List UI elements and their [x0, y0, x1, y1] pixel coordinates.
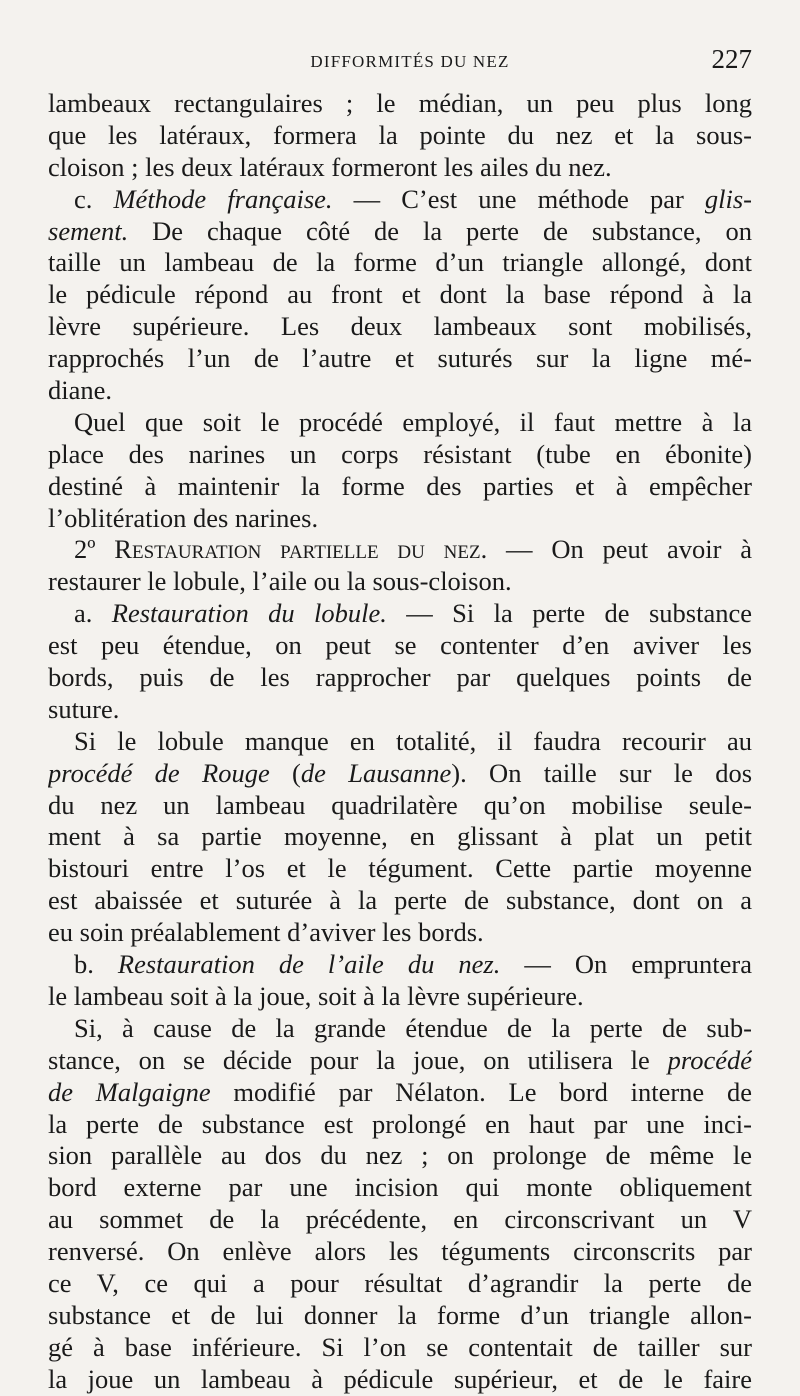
- text-segment: Si le lobule manque en totalité, il faudra recourir au: [74, 725, 752, 756]
- text-line: [48, 1268, 752, 1300]
- text-segment: sion parallèle au dos du nez ; on prolonge de même le: [48, 1140, 752, 1171]
- text-segment: au sommet de la précédente, en circonscrivant un V: [48, 1204, 752, 1235]
- text-line: [48, 1364, 752, 1396]
- text-segment: destiné à maintenir la forme des parties et à empêcher: [48, 470, 752, 501]
- italic-segment: procédé: [667, 1044, 752, 1075]
- text-segment: — On peut avoir à: [487, 534, 752, 565]
- text-line: [48, 503, 752, 535]
- text-line: [48, 821, 752, 853]
- text-segment: bord externe par une incision qui monte obliquement: [48, 1172, 752, 1203]
- text-line: [48, 885, 752, 917]
- text-segment: la perte de substance est prolongé en haut par une inci-: [48, 1108, 752, 1139]
- text-segment: bistouri entre l’os et le tégument. Cette partie moyenne: [48, 853, 752, 884]
- text-segment: l’oblitération des narines.: [48, 502, 319, 533]
- text-segment: gé à base inférieure. Si l’on se contentait de tailler sur: [48, 1331, 752, 1362]
- text-segment: ce V, ce qui a pour résultat d’agrandir la perte de: [48, 1267, 752, 1298]
- italic-segment: sement.: [48, 215, 129, 246]
- running-title: DIFFORMITÉS DU NEZ: [310, 52, 510, 71]
- text-segment: du nez un lambeau quadrilatère qu’on mobilise seule-: [48, 789, 752, 820]
- text-segment: suture.: [48, 693, 120, 724]
- text-line: [48, 598, 752, 630]
- italic-segment: Méthode française.: [113, 183, 333, 214]
- text-line: [48, 184, 752, 216]
- text-segment: De chaque côté de la perte de substance, on: [128, 215, 752, 246]
- page-header: [48, 44, 752, 88]
- text-line: [48, 630, 752, 662]
- text-line: [48, 216, 752, 248]
- text-line: [48, 88, 752, 120]
- text-segment: stance, on se décide pour la joue, on utilisera le: [48, 1044, 668, 1075]
- italic-segment: de Malgaigne: [48, 1076, 211, 1107]
- text-line: [48, 1332, 752, 1364]
- text-segment: diane.: [48, 375, 113, 406]
- text-line: [48, 726, 752, 758]
- text-line: [48, 343, 752, 375]
- text-segment: place des narines un corps résistant (tube en ébonite): [48, 438, 752, 469]
- text-segment: lambeaux rectangulaires ; le médian, un peu plus long: [48, 88, 752, 118]
- text-line: [48, 407, 752, 439]
- text-line: [48, 949, 752, 981]
- text-segment: ). On taille sur le dos: [451, 757, 752, 788]
- book-page: [48, 44, 752, 1396]
- italic-segment: Restauration de l’aile du nez.: [117, 949, 501, 980]
- text-segment: substance et de lui donner la forme d’un triangle allon-: [48, 1299, 752, 1330]
- text-segment: renversé. On enlève alors les téguments circonscrits par: [48, 1236, 752, 1267]
- text-line: [48, 247, 752, 279]
- text-segment: ment à sa partie moyenne, en glissant à plat un petit: [48, 821, 752, 852]
- text-segment: — C’est une méthode par: [332, 183, 705, 214]
- text-segment: cloison ; les deux latéraux formeront les ailes du nez.: [48, 151, 612, 182]
- text-line: [48, 534, 752, 566]
- text-segment: b.: [74, 949, 118, 980]
- text-line: [48, 1236, 752, 1268]
- text-line: [48, 279, 752, 311]
- italic-segment: de Lausanne: [300, 757, 452, 788]
- page-number: 227: [711, 44, 752, 74]
- italic-segment: procédé de Rouge: [48, 757, 270, 788]
- text-line: [48, 120, 752, 152]
- text-segment: Quel que soit le procédé employé, il faut mettre à la: [74, 406, 752, 437]
- text-segment: le pédicule répond au front et dont la base répond à la: [48, 279, 752, 310]
- text-segment: eu soin préalablement d’aviver les bords.: [48, 917, 484, 948]
- text-line: [48, 917, 752, 949]
- italic-segment: glis-: [704, 183, 752, 214]
- text-line: [48, 311, 752, 343]
- text-line: [48, 152, 752, 184]
- italic-segment: Restauration du lobule.: [111, 598, 387, 629]
- text-line: [48, 981, 752, 1013]
- text-line: [48, 1045, 752, 1077]
- text-line: [48, 375, 752, 407]
- text-segment: que les latéraux, formera la pointe du nez et la sous-: [48, 119, 752, 150]
- text-segment: a.: [74, 598, 112, 629]
- text-segment: c.: [74, 183, 114, 214]
- text-line: [48, 1204, 752, 1236]
- text-line: [48, 694, 752, 726]
- text-line: [48, 758, 752, 790]
- small-caps-segment: Restauration partielle du nez.: [114, 534, 488, 565]
- body-text: [48, 88, 752, 1396]
- text-segment: — Si la perte de substance: [386, 598, 752, 629]
- text-line: [48, 662, 752, 694]
- text-line: [48, 1300, 752, 1332]
- text-line: [48, 1140, 752, 1172]
- text-line: [48, 1077, 752, 1109]
- text-segment: la joue un lambeau à pédicule supérieur, et de le faire: [48, 1363, 752, 1394]
- text-line: [48, 1172, 752, 1204]
- text-line: [48, 439, 752, 471]
- text-segment: (: [269, 757, 301, 788]
- text-line: [48, 853, 752, 885]
- text-segment: rapprochés l’un de l’autre et suturés sur la ligne mé-: [48, 343, 752, 374]
- text-segment: est abaissée et suturée à la perte de substance, dont on a: [48, 885, 752, 916]
- text-line: [48, 566, 752, 598]
- text-segment: restaurer le lobule, l’aile ou la sous-cloison.: [48, 566, 512, 597]
- text-segment: modifié par Nélaton. Le bord interne de: [210, 1076, 752, 1107]
- text-line: [48, 1109, 752, 1141]
- text-line: [48, 471, 752, 503]
- text-segment: taille un lambeau de la forme d’un triangle allongé, dont: [48, 247, 752, 278]
- text-line: [48, 1013, 752, 1045]
- text-segment: le lambeau soit à la joue, soit à la lèvre supérieure.: [48, 980, 584, 1011]
- text-segment: bords, puis de les rapprocher par quelques points de: [48, 662, 752, 693]
- text-line: [48, 790, 752, 822]
- text-segment: est peu étendue, on peut se contenter d’en aviver les: [48, 630, 752, 661]
- text-segment: 2º: [74, 534, 115, 565]
- text-segment: Si, à cause de la grande étendue de la perte de sub-: [74, 1012, 752, 1043]
- text-segment: lèvre supérieure. Les deux lambeaux sont mobilisés,: [48, 311, 752, 342]
- text-segment: — On empruntera: [500, 949, 752, 980]
